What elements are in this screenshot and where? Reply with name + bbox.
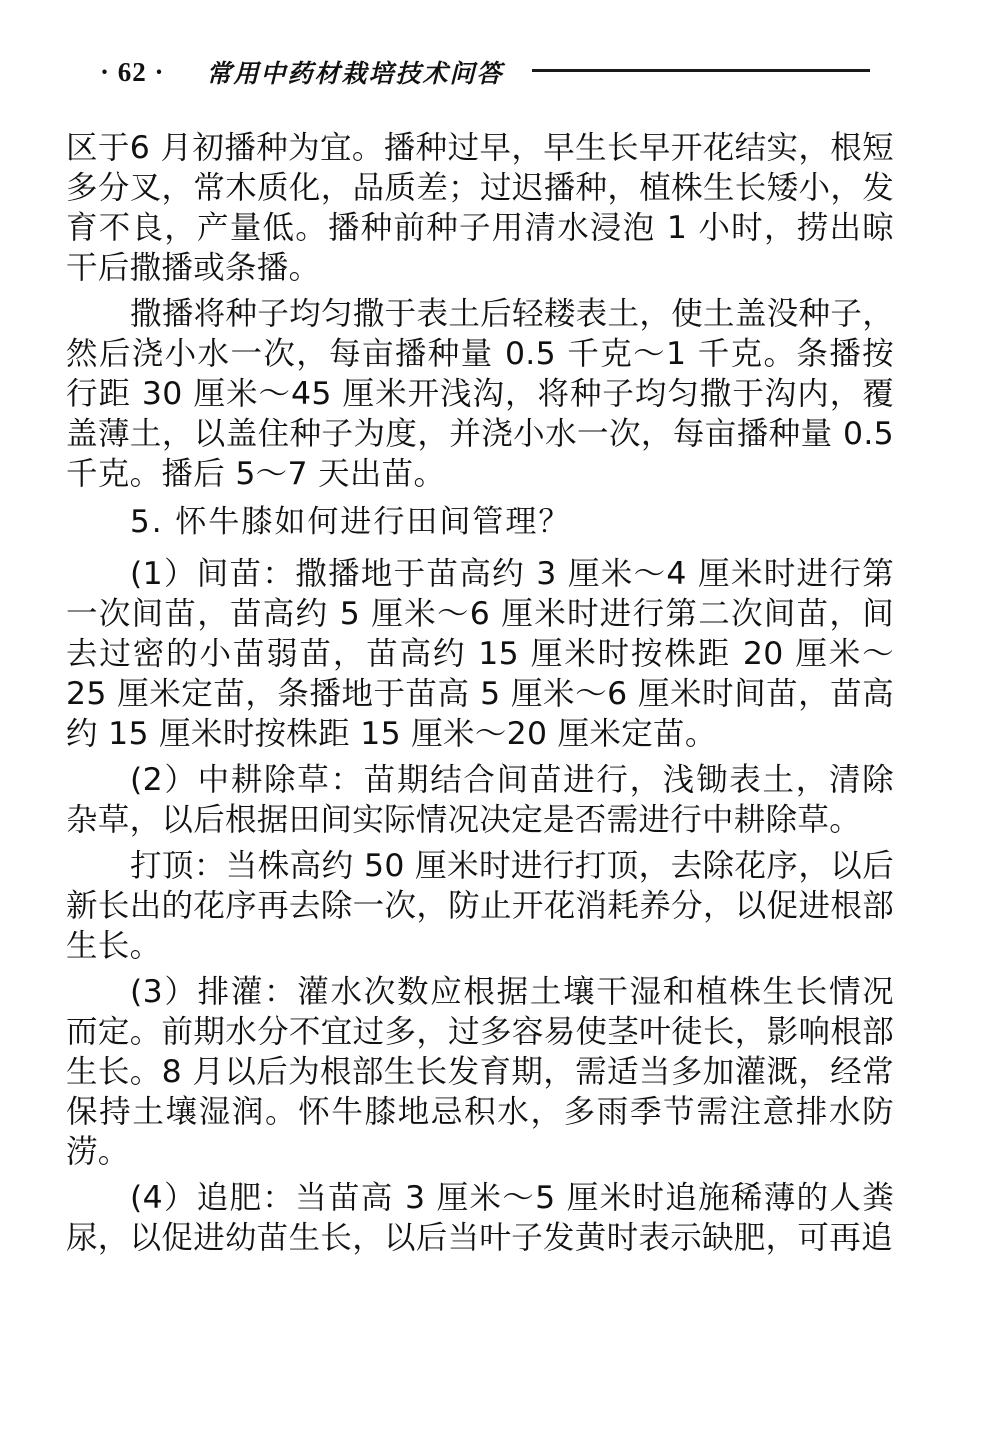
page-number: · 62 · <box>100 56 165 87</box>
book-title: 常用中药材栽培技术问答 <box>206 59 504 88</box>
paragraph-sowing: 撒播将种子均匀撒于表土后轻耧表土，使土盖没种子，然后浇小水一次，每亩播种量 0.5 千克～1 千克。条播按行距 30 厘米～45 厘米开浅沟，将种子均匀撒于沟内，覆盖薄土，以盖住种子为度，并浇小水一次，每亩播种量 0.5 千克。播后 5～7 天出苗。 <box>66 296 894 492</box>
answer-thinning: (1）间苗：撒播地于苗高约 3 厘米～4 厘米时进行第一次间苗，苗高约 5 厘米～6 厘米时进行第二次间苗，间去过密的小苗弱苗，苗高约 15 厘米时按株距 20 厘米～25 厘米定苗，条播地于苗高 5 厘米～6 厘米时间苗，苗高约 15 厘米时按株距 15 厘米～20 厘米定苗。 <box>66 556 894 752</box>
paragraph-continued: 区于6 月初播种为宜。播种过早，早生长早开花结实，根短多分叉，常木质化，品质差；过迟播种，植株生长矮小，发育不良，产量低。播种前种子用清水浸泡 1 小时，捞出晾干后撒播或条播。 <box>66 130 894 286</box>
answer-weeding: (2）中耕除草：苗期结合间苗进行，浅锄表土，清除杂草，以后根据田间实际情况决定是否需进行中耕除草。 <box>66 762 894 838</box>
header-rule <box>532 69 870 72</box>
answer-irrigation: (3）排灌：灌水次数应根据土壤干湿和植株生长情况而定。前期水分不宜过多，过多容易使茎叶徒长，影响根部生长。8 月以后为根部生长发育期，需适当多加灌溉，经常保持土壤湿润。怀牛膝地忌积水，多雨季节需注意排水防涝。 <box>66 974 894 1170</box>
question-heading: 5. 怀牛膝如何进行田间管理？ <box>130 504 572 540</box>
running-header <box>100 52 870 92</box>
page-body <box>66 128 894 1264</box>
answer-topping: 打顶：当株高约 50 厘米时进行打顶，去除花序，以后新长出的花序再去除一次，防止开花消耗养分，以促进根部生长。 <box>66 848 894 964</box>
answer-fertilizing: (4）追肥：当苗高 3 厘米～5 厘米时追施稀薄的人粪尿，以促进幼苗生长，以后当叶子发黄时表示缺肥，可再追 <box>66 1180 894 1256</box>
